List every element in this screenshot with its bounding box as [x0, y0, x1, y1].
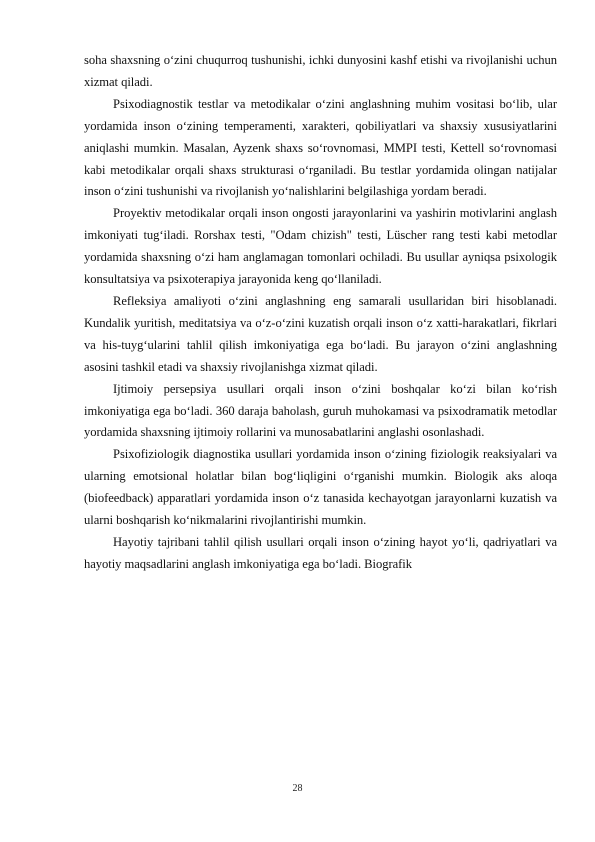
- paragraph-social-perception: Ijtimoiy persepsiya usullari orqali inson o‘zini boshqalar ko‘zi bilan ko‘rish imkoniyatiga ega bo‘ladi. 360 daraja baholash, guruh muhokamasi va psixodramatik metodlar yordamida shaxsning ijtimoiy rollarini va munosabatlarini anglashi osonlashadi.: [84, 381, 557, 440]
- paragraph-projective-methods: Proyektiv metodikalar orqali inson ongosti jarayonlarini va yashirin motivlarini anglash imkoniyati tug‘iladi. Rorshax testi, "Odam chizish" testi, Lüscher rang testi kabi metodlar yordamida shaxsning o‘zi ham anglamagan tomonlari ochiladi. Bu usullar ayniqsa psixologik konsultatsiya va psixoterapiya jarayonida keng qo‘llaniladi.: [84, 206, 557, 287]
- page-body: [84, 50, 557, 576]
- paragraph-life-experience-analysis: Hayotiy tajribani tahlil qilish usullari orqali inson o‘zining hayot yo‘li, qadriyatlari va hayotiy maqsadlarini anglash imkoniyatiga ega bo‘ladi. Biografik: [84, 534, 557, 571]
- page-number: 28: [292, 783, 303, 794]
- paragraph-psychophysiological-diagnostics: Psixofiziologik diagnostika usullari yordamida inson o‘zining fiziologik reaksiyalari va ularning emotsional holatlar bilan bog‘liqligini o‘rganishi mumkin. Biologik aks aloqa (biofeedback) apparatlari yordamida inson o‘z tanasida kechayotgan jarayonlarni kuzatish va ularni boshqarish ko‘nikmalarini rivojlantirishi mumkin.: [84, 447, 557, 528]
- paragraph-psychodiagnostic-tests: Psixodiagnostik testlar va metodikalar o‘zini anglashning muhim vositasi bo‘lib, ular yordamida inson o‘zining temperamenti, xarakteri, qobiliyatlari va shaxsiy xususiyatlarini aniqlashi mumkin. Masalan, Ayzenk shaxs so‘rovnomasi, MMPI testi, Kettell so‘rovnomasi kabi metodikalar orqali shaxs strukturasi o‘rganiladi. Bu testlar yordamida olingan natijalar inson o‘zini tushunishi va rivojlanish yo‘nalishlarini belgilashiga yordam beradi.: [84, 96, 557, 199]
- paragraph-reflection-practice: Refleksiya amaliyoti o‘zini anglashning eng samarali usullaridan biri hisoblanadi. Kundalik yuritish, meditatsiya va o‘z-o‘zini kuzatish orqali inson o‘z xatti-harakatlari, fikrlari va his-tuyg‘ularini tahlil qilish imkoniyatiga ega bo‘ladi. Bu jarayon o‘zini anglashning asosini tashkil etadi va shaxsiy rivojlanishga xizmat qiladi.: [84, 293, 557, 374]
- paragraph-continuation: soha shaxsning o‘zini chuqurroq tushunishi, ichki dunyosini kashf etishi va rivojlanishi uchun xizmat qiladi.: [84, 53, 557, 89]
